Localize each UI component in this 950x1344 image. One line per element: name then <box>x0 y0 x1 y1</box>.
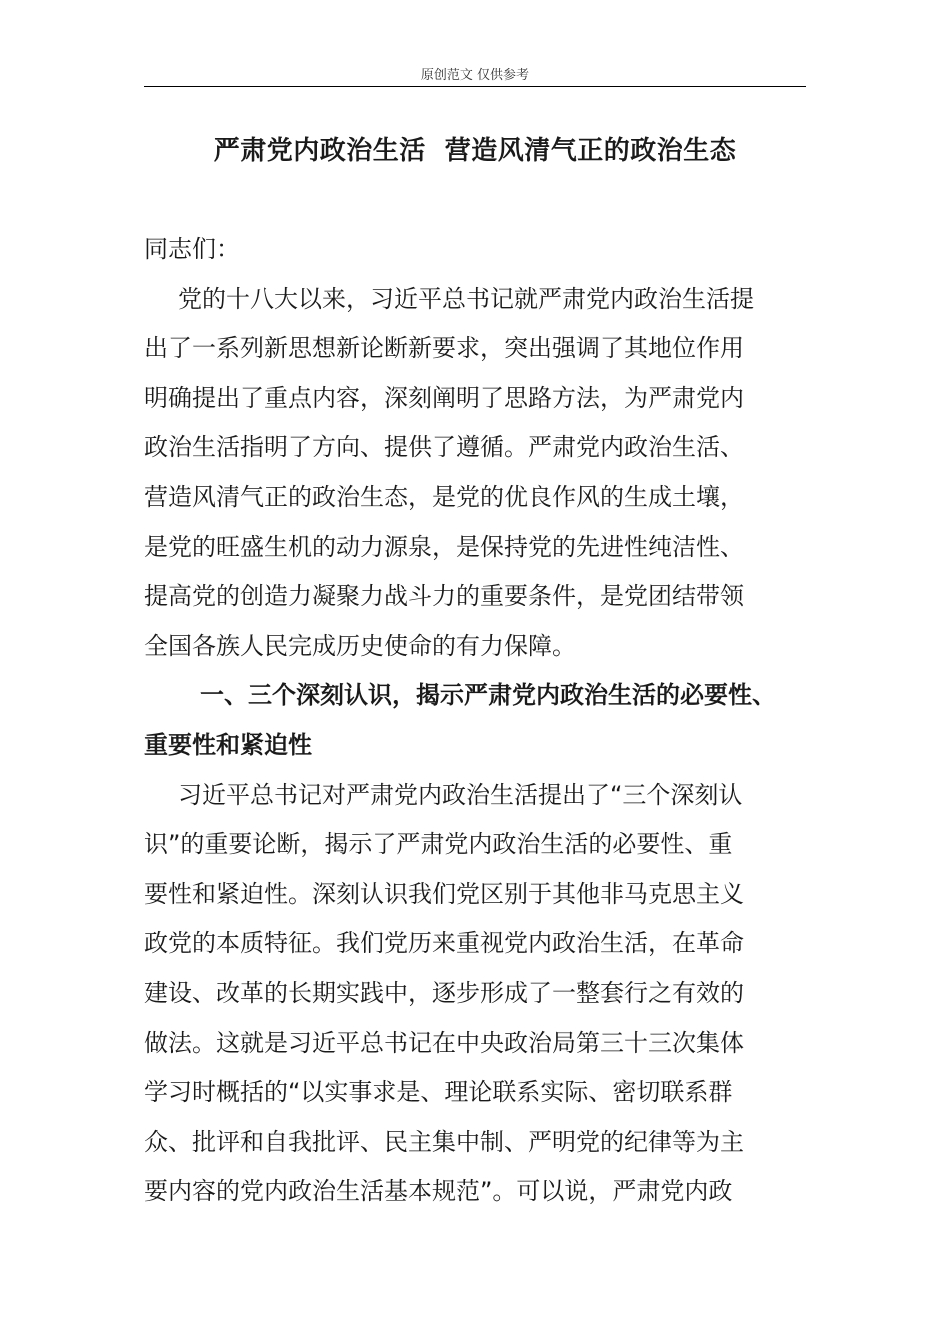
text-line: 营造风清气正的政治生态，是党的优良作风的生成土壤， <box>144 482 744 511</box>
text-line: 是党的旺盛生机的动力源泉，是保持党的先进性纯洁性、 <box>144 532 744 561</box>
salutation-line: 同志们： <box>144 235 240 263</box>
paragraph-1 <box>144 275 806 672</box>
page-header <box>144 66 806 86</box>
text-line: 出了一系列新思想新论断新要求，突出强调了其地位作用 <box>144 334 744 363</box>
header-rule <box>144 86 806 87</box>
text-line: 政治生活指明了方向、提供了遵循。严肃党内政治生活、 <box>144 433 744 462</box>
text-line: 提高党的创造力凝聚力战斗力的重要条件，是党团结带领 <box>144 582 744 611</box>
text-line: 学习时概括的“以实事求是、理论联系实际、密切联系群 <box>144 1078 733 1107</box>
text-line: 做法。这就是习近平总书记在中央政治局第三十三次集体 <box>144 1028 744 1057</box>
text-line: 要内容的党内政治生活基本规范”。可以说，严肃党内政 <box>144 1177 733 1206</box>
text-line: 建设、改革的长期实践中，逐步形成了一整套行之有效的 <box>144 978 744 1007</box>
text-line: 识”的重要论断，揭示了严肃党内政治生活的必要性、重 <box>144 830 733 859</box>
document-title: 严肃党内政治生活 营造风清气正的政治生态 <box>213 136 737 166</box>
text-line: 众、批评和自我批评、民主集中制、严明党的纪律等为主 <box>144 1127 744 1156</box>
section-heading-1 <box>144 671 806 770</box>
document-body <box>144 225 806 1217</box>
salutation <box>144 225 806 275</box>
heading-line: 一、三个深刻认识，揭示严肃党内政治生活的必要性、 <box>200 681 776 710</box>
text-line: 习近平总书记对严肃党内政治生活提出了“三个深刻认 <box>178 780 743 809</box>
heading-line: 重要性和紧迫性 <box>144 730 312 759</box>
text-line: 党的十八大以来，习近平总书记就严肃党内政治生活提 <box>178 284 754 313</box>
text-line: 政党的本质特征。我们党历来重视党内政治生活，在革命 <box>144 929 744 958</box>
text-line: 全国各族人民完成历史使命的有力保障。 <box>144 631 576 660</box>
text-line: 要性和紧迫性。深刻认识我们党区别于其他非马克思主义 <box>144 879 744 908</box>
text-line: 明确提出了重点内容，深刻阐明了思路方法，为严肃党内 <box>144 383 744 412</box>
paragraph-2 <box>144 771 806 1217</box>
header-text: 原创范文 仅供参考 <box>420 68 530 83</box>
